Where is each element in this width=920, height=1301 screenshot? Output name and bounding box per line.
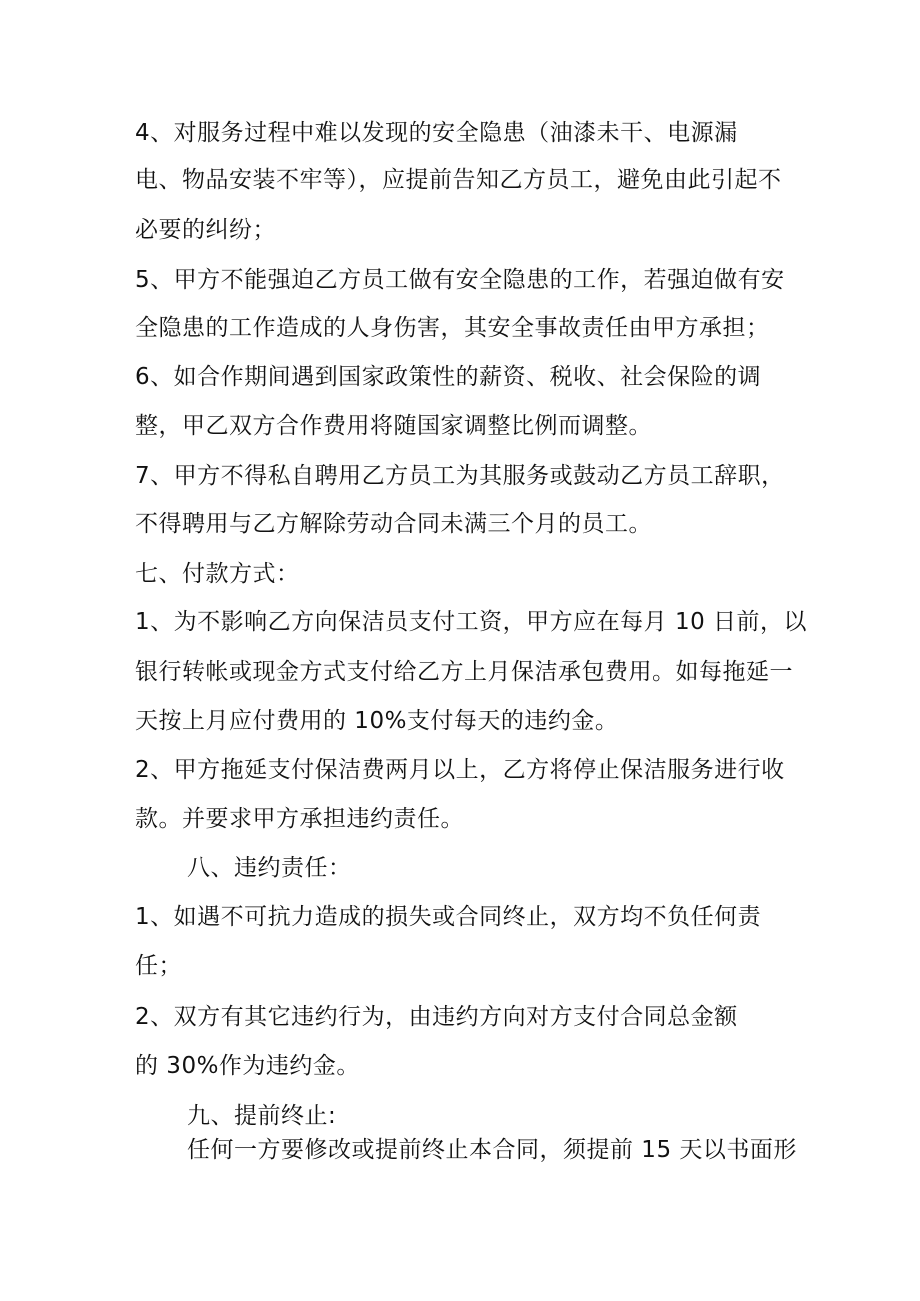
payment-1-line-2: 银行转帐或现金方式支付给乙方上月保洁承包费用。如每拖延一 [135, 659, 793, 685]
clause-5-line-2: 全隐患的工作造成的人身伤害，其安全事故责任由甲方承担； [135, 315, 770, 341]
breach-2-line-1: 2、双方有其它违约行为，由违约方向对方支付合同总金额 [135, 1004, 738, 1030]
breach-2-line-2: 的 30%作为违约金。 [135, 1053, 360, 1079]
payment-2-line-2: 款。并要求甲方承担违约责任。 [135, 806, 464, 832]
section-7-heading: 七、付款方式： [135, 561, 300, 587]
section-9-heading: 九、提前终止: [187, 1103, 337, 1129]
clause-7-line-2: 不得聘用与乙方解除劳动合同未满三个月的员工。 [135, 511, 652, 537]
payment-2-line-1: 2、甲方拖延支付保洁费两月以上，乙方将停止保洁服务进行收 [135, 757, 785, 783]
clause-4-line-2: 电、物品安装不牢等），应提前告知乙方员工，避免由此引起不 [135, 167, 782, 193]
payment-1-line-3: 天按上月应付费用的 10%支付每天的违约金。 [135, 708, 619, 734]
breach-1-line-2: 任； [135, 953, 182, 979]
clause-4-line-1: 4、对服务过程中难以发现的安全隐患（油漆未干、电源漏 [135, 120, 738, 146]
clause-5-line-1: 5、甲方不能强迫乙方员工做有安全隐患的工作，若强迫做有安 [135, 267, 785, 293]
clause-7-line-1: 7、甲方不得私自聘用乙方员工为其服务或鼓动乙方员工辞职， [135, 463, 785, 489]
section-8-heading: 八、违约责任： [187, 855, 352, 881]
clause-6-line-2: 整，甲乙双方合作费用将随国家调整比例而调整。 [135, 413, 652, 439]
clause-6-line-1: 6、如合作期间遇到国家政策性的薪资、税收、社会保险的调 [135, 364, 762, 390]
clause-4-line-3: 必要的纠纷； [135, 217, 276, 243]
breach-1-line-1: 1、如遇不可抗力造成的损失或合同终止，双方均不负任何责 [135, 904, 762, 930]
payment-1-line-1: 1、为不影响乙方向保洁员支付工资，甲方应在每月 10 日前，以 [135, 609, 808, 635]
termination-line-1: 任何一方要修改或提前终止本合同，须提前 15 天以书面形 [187, 1137, 797, 1163]
